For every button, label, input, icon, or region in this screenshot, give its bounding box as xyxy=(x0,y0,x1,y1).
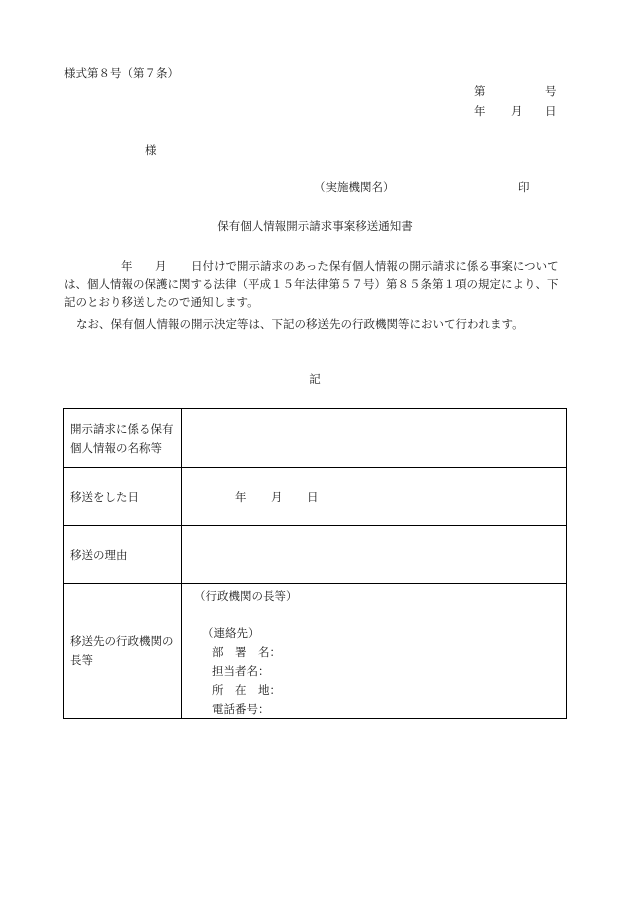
table-label-line: 開示請求に係る保有 xyxy=(70,422,174,436)
addressee-honorific: 様 xyxy=(145,143,157,157)
document-number-prefix: 第 xyxy=(474,84,486,98)
date-day-label: 日 xyxy=(545,104,557,118)
table-row-record-name xyxy=(64,409,566,468)
table-row-transfer-reason xyxy=(64,526,566,584)
person-in-charge-label: 担当者名： xyxy=(212,664,270,678)
paragraph-line-1 xyxy=(64,257,568,275)
seal-mark: 印 xyxy=(518,180,530,194)
year-blank-label: 年 xyxy=(121,259,133,273)
transfer-month-label: 月 xyxy=(271,490,283,504)
date-year-label: 年 xyxy=(474,104,486,118)
table-label-line: 長等 xyxy=(70,653,93,667)
table-row-destination-agency xyxy=(64,584,566,718)
transfer-date-value[interactable] xyxy=(182,468,566,525)
paragraph-line-3: 記のとおり移送したので通知します。 xyxy=(64,295,259,309)
paragraph-line-1-end: て xyxy=(547,259,559,273)
phone-label: 電話番号： xyxy=(212,702,270,716)
table-label-line: 移送先の行政機関の xyxy=(70,634,174,648)
form-number: 様式第８号（第７条） xyxy=(64,66,179,80)
table-label-cell xyxy=(64,409,182,467)
department-label: 部 署 名： xyxy=(212,645,281,659)
record-name-value[interactable] xyxy=(182,409,566,467)
notice-paragraph xyxy=(64,257,568,311)
transfer-day-label: 日 xyxy=(307,490,319,504)
paragraph-line-1-text: 日付けで開示請求のあった保有個人情報の開示請求に係る事案につい xyxy=(191,259,548,273)
agency-name-label: （実施機関名） xyxy=(314,180,395,194)
table-row-transfer-date xyxy=(64,468,566,526)
table-label-cell xyxy=(64,584,182,718)
table-label-line: 個人情報の名称等 xyxy=(70,441,162,455)
transfer-details-table xyxy=(63,408,567,719)
transfer-reason-value[interactable] xyxy=(182,526,566,583)
document-title: 保有個人情報開示請求事案移送通知書 xyxy=(217,219,413,233)
table-label-line: 移送をした日 xyxy=(70,490,139,504)
destination-agency-value[interactable] xyxy=(182,584,566,718)
record-heading: 記 xyxy=(309,372,321,386)
agency-head-label: （行政機関の長等） xyxy=(194,589,298,603)
contact-heading: （連絡先） xyxy=(202,626,260,640)
month-blank-label: 月 xyxy=(155,259,167,273)
address-label: 所 在 地： xyxy=(212,683,281,697)
table-label-cell xyxy=(64,468,182,525)
transfer-year-label: 年 xyxy=(235,490,247,504)
decision-note-paragraph: なお、保有個人情報の開示決定等は、下記の移送先の行政機関等において行われます。 xyxy=(76,317,524,331)
table-label-cell xyxy=(64,526,182,583)
document-number-suffix: 号 xyxy=(545,84,557,98)
table-label-line: 移送の理由 xyxy=(70,548,128,562)
paragraph-line-2: は、個人情報の保護に関する法律（平成１５年法律第５７号）第８５条第１項の規定により、下 xyxy=(64,277,559,291)
date-month-label: 月 xyxy=(511,104,523,118)
